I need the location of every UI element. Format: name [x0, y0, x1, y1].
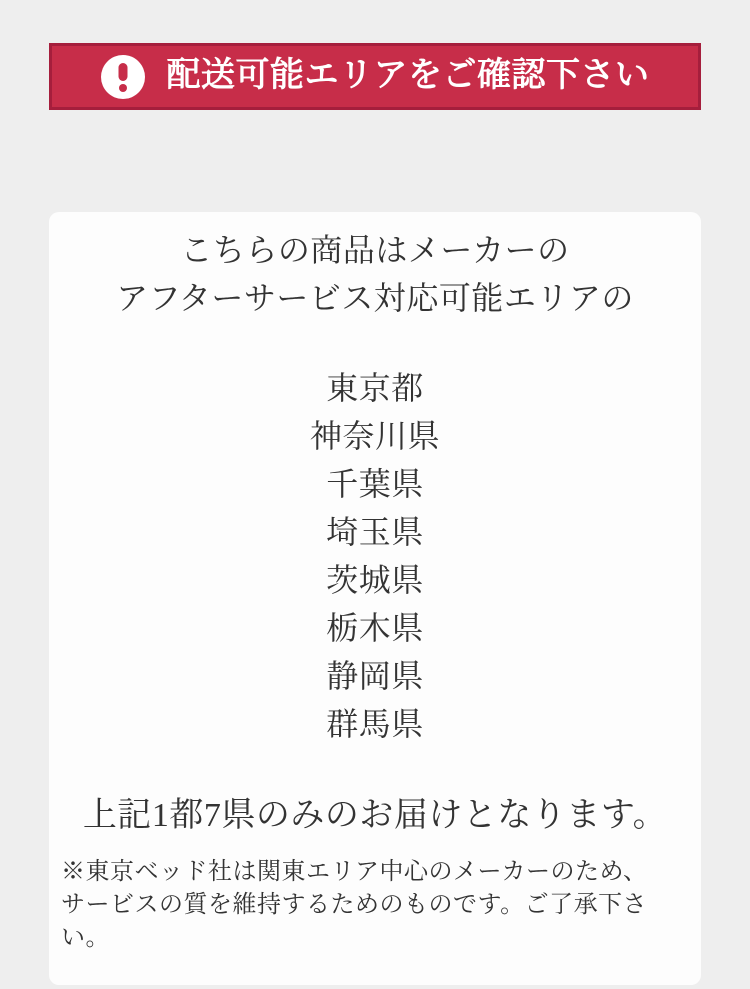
summary-text: 上記1都7県のみのお届けとなります。 — [82, 797, 668, 834]
intro-line-2: アフターサービス対応可能エリアの — [116, 280, 634, 316]
delivery-area-alert-banner — [49, 43, 701, 110]
note-line-2: サービスの質を維持するためのものです。ご了承下さい。 — [61, 892, 648, 951]
note-line-1: ※東京ベッド社は関東エリア中心のメーカーのため、 — [61, 859, 648, 885]
prefecture-item: 群馬県 — [326, 706, 424, 742]
prefecture-item: 茨城県 — [326, 562, 424, 598]
prefecture-list — [61, 364, 689, 748]
intro-line-1: こちらの商品はメーカーの — [180, 232, 570, 268]
prefecture-item: 栃木県 — [326, 610, 424, 646]
notes-block — [61, 856, 689, 955]
exclamation-dot — [119, 84, 127, 92]
exclamation-circle-icon — [101, 55, 145, 99]
prefecture-item: 神奈川県 — [309, 418, 440, 454]
prefecture-item: 千葉県 — [326, 466, 424, 502]
prefecture-item: 埼玉県 — [326, 514, 424, 550]
prefecture-item: 東京都 — [326, 370, 424, 406]
banner-title: 配送可能エリアをご確認下さい — [166, 56, 650, 94]
prefecture-item: 静岡県 — [326, 658, 424, 694]
delivery-area-info-card — [49, 212, 701, 985]
exclamation-bar — [118, 63, 127, 81]
